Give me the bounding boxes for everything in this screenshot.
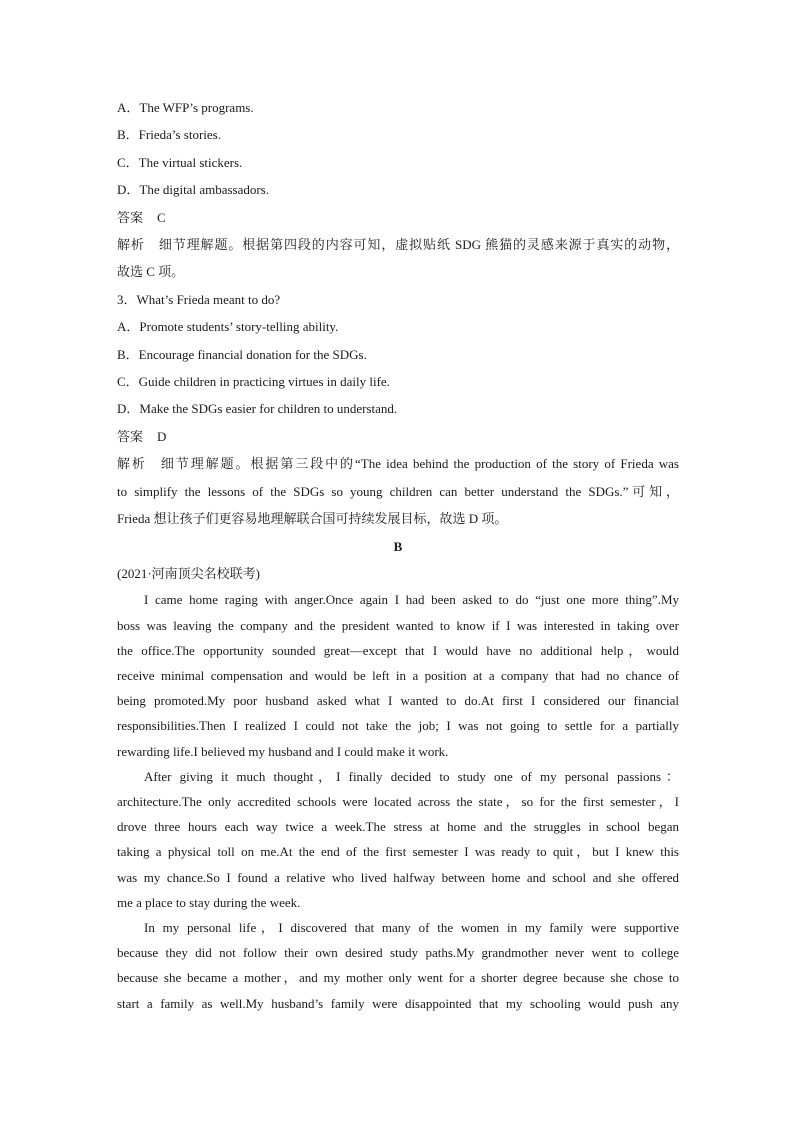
q2-answer bbox=[117, 204, 679, 231]
passage-line: because they did not follow their own desired study paths.My grandmother never went to college bbox=[117, 945, 679, 961]
passage-line: rewarding life.I believed my husband and I could make it work. bbox=[117, 743, 449, 759]
passage-line: the office.The opportunity sounded great—except that I would have no additional help，would bbox=[117, 642, 679, 658]
q3-explanation-line-1 bbox=[117, 450, 679, 477]
passage-paragraph-1 bbox=[117, 587, 679, 763]
q3-answer bbox=[117, 423, 679, 450]
q3-explanation-line-2: to simplify the lessons of the SDGs so young children can better understand the SDGs.”可知， bbox=[117, 483, 679, 499]
document-page bbox=[117, 94, 679, 1016]
passage-line: start a family as well.My husband’s family were disappointed that my schooling would push any bbox=[117, 995, 679, 1011]
section-heading: B bbox=[393, 538, 403, 554]
passage-line: boss was leaving the company and the president wanted to know if I was interested in taking over bbox=[117, 617, 679, 633]
q2-explain-text-1: 细节理解题。根据第四段的内容可知，虚拟贴纸 SDG 熊猫的灵感来源于真实的动物， bbox=[158, 237, 679, 253]
q3-option-d: D．Make the SDGs easier for children to understand. bbox=[117, 401, 398, 417]
q3-explain-label: 解析 bbox=[117, 456, 147, 472]
passage-line: because she became a mother，and my mother only went for a shorter degree because she chose to bbox=[117, 970, 679, 986]
q2-explain-label: 解析 bbox=[117, 237, 145, 253]
q3-answer-value: D bbox=[157, 428, 167, 444]
passage-line: In my personal life，I discovered that many of the women in my family were supportive bbox=[144, 919, 679, 935]
passage-paragraph-2 bbox=[117, 764, 679, 915]
q2-option-d: D．The digital ambassadors. bbox=[117, 182, 269, 198]
q2-explanation-line-2: 故选 C 项。 bbox=[117, 264, 185, 280]
q3-answer-label: 答案 bbox=[117, 428, 144, 444]
passage-paragraph-3 bbox=[117, 915, 679, 1016]
q3-option-c: C．Guide children in practicing virtues in daily life. bbox=[117, 374, 390, 390]
q2-answer-label: 答案 bbox=[117, 209, 144, 225]
q3-question: 3．What’s Frieda meant to do? bbox=[117, 291, 281, 307]
passage-line: taking a physical toll on me.At the end of the first semester I was ready to quit，but I knew this bbox=[117, 844, 679, 860]
passage-line: responsibilities.Then I realized I could not take the job; I was not going to settle for a partially bbox=[117, 718, 679, 734]
q3-explain-text-1: 细节理解题。根据第三段中的“The idea behind the production of the story of Frieda was bbox=[160, 456, 679, 472]
passage-line: I came home raging with anger.Once again I had been asked to do “just one more thing”.My bbox=[144, 592, 679, 608]
q3-option-b: B．Encourage financial donation for the SDGs. bbox=[117, 346, 367, 362]
passage-line: receive minimal compensation and would be left in a position at a company that had no chance of bbox=[117, 667, 679, 683]
passage-line: was my chance.So I found a relative who lived halfway between home and school and she offered bbox=[117, 869, 679, 885]
q2-option-c: C．The virtual stickers. bbox=[117, 154, 243, 170]
source-note: (2021·河南顶尖名校联考) bbox=[117, 565, 260, 581]
q2-answer-value: C bbox=[157, 209, 166, 225]
passage-line: being promoted.My poor husband asked what I wanted to do.At first I considered our financial bbox=[117, 693, 679, 709]
passage-line: drove three hours each way twice a week.The stress at home and the struggles in school began bbox=[117, 819, 679, 835]
passage-line: After giving it much thought，I finally decided to study one of my personal passions： bbox=[144, 768, 679, 784]
q2-option-a: A．The WFP’s programs. bbox=[117, 100, 254, 115]
q2-explanation-line-1 bbox=[117, 231, 679, 258]
passage-line: architecture.The only accredited schools were located across the state，so for the first semester，I bbox=[117, 793, 679, 809]
q3-option-a: A．Promote students’ story-telling ability. bbox=[117, 319, 339, 335]
passage-line: me a place to stay during the week. bbox=[117, 894, 301, 910]
q3-explanation-line-3: Frieda 想让孩子们更容易地理解联合国可持续发展目标，故选 D 项。 bbox=[117, 511, 508, 527]
q2-option-b: B．Frieda’s stories. bbox=[117, 127, 221, 143]
